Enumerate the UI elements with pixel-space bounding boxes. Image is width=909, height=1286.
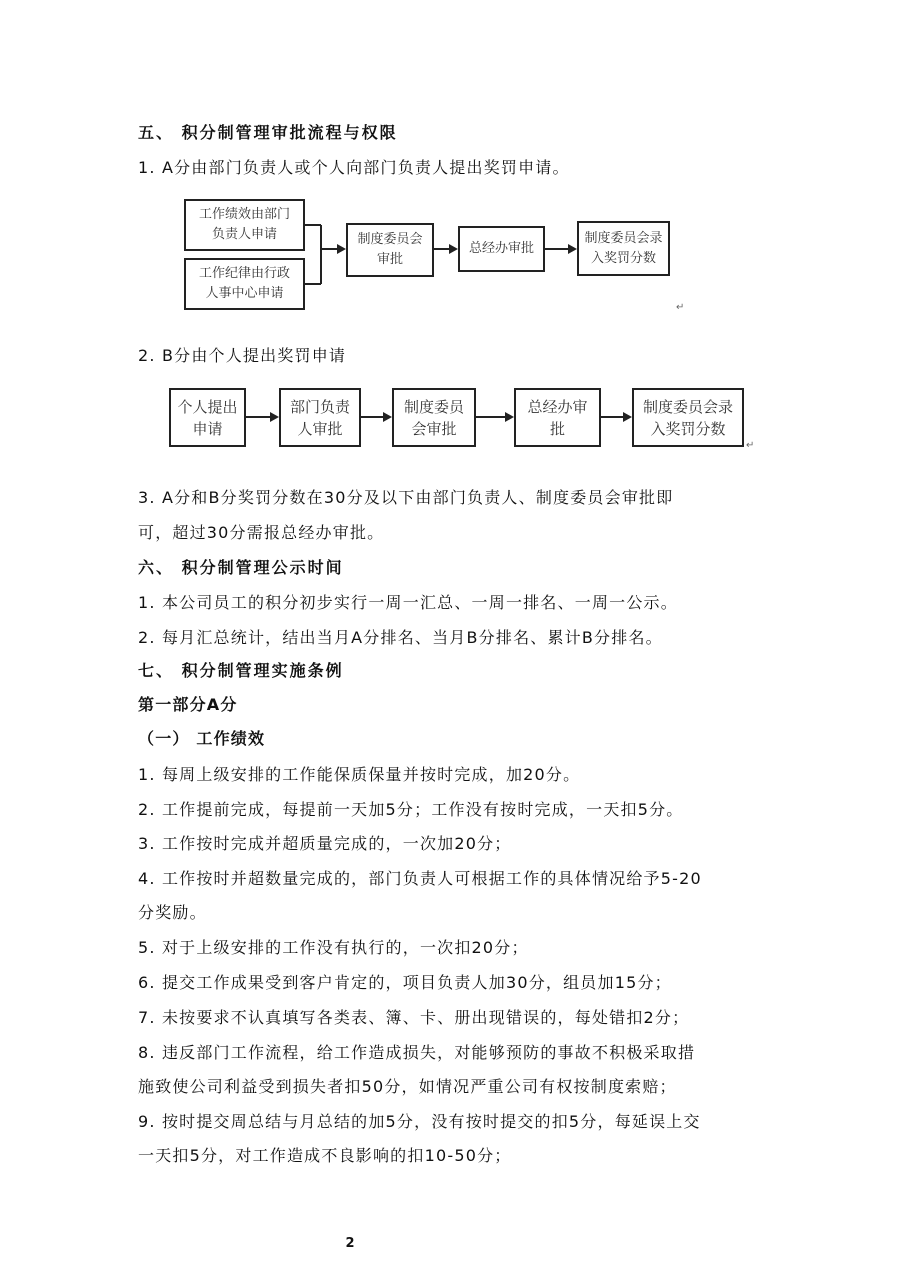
list-item-continuation: 一天扣5分，对工作造成不良影响的扣10-50分；: [138, 1146, 512, 1165]
list-item: 3. 工作按时完成并超质量完成的，一次加20分；: [138, 834, 512, 853]
list-item: 2. 工作提前完成，每提前一天加5分；工作没有按时完成，一天扣5分。: [138, 800, 684, 819]
list-item-continuation: 分奖励。: [138, 903, 207, 922]
flow-box-performance-apply: 工作绩效由部门 负责人申请: [184, 199, 305, 251]
paragraph-5-1: 1. A分由部门负责人或个人向部门负责人提出奖罚申请。: [138, 158, 570, 177]
paragraph-5-2: 2. B分由个人提出奖罚申请: [138, 346, 347, 365]
list-item: 9. 按时提交周总结与月总结的加5分，没有按时提交的扣5分，每延误上交: [138, 1112, 701, 1131]
paragraph-5-3-line2: 可，超过30分需报总经办审批。: [138, 523, 385, 542]
list-item: 5. 对于上级安排的工作没有执行的，一次扣20分；: [138, 938, 529, 957]
subsection-heading-performance: （一） 工作绩效: [138, 729, 266, 748]
paragraph-6-1: 1. 本公司员工的积分初步实行一周一汇总、一周一排名、一周一公示。: [138, 593, 678, 612]
flow-box-gm-approve: 总经办审批: [458, 226, 545, 272]
flow-box-individual-apply: 个人提出 申请: [169, 388, 246, 447]
paragraph-mark: ↵: [676, 302, 685, 313]
flow-box-committee-approve: 制度委员会 审批: [346, 223, 434, 277]
paragraph-mark: ↵: [746, 440, 755, 451]
section-heading-6: 六、 积分制管理公示时间: [138, 558, 344, 577]
section-heading-5: 五、 积分制管理审批流程与权限: [138, 123, 398, 142]
flow-box-committee-approve-b: 制度委员 会审批: [392, 388, 476, 447]
list-item: 8. 违反部门工作流程，给工作造成损失，对能够预防的事故不积极采取措: [138, 1043, 696, 1062]
flow-box-gm-approve-b: 总经办审 批: [514, 388, 601, 447]
paragraph-5-3-line1: 3. A分和B分奖罚分数在30分及以下由部门负责人、制度委员会审批即: [138, 488, 674, 507]
list-item: 4. 工作按时并超数量完成的，部门负责人可根据工作的具体情况给予5-20: [138, 869, 702, 888]
list-item: 7. 未按要求不认真填写各类表、簿、卡、册出现错误的，每处错扣2分；: [138, 1008, 690, 1027]
list-item-continuation: 施致使公司利益受到损失者扣50分，如情况严重公司有权按制度索赔；: [138, 1077, 677, 1096]
list-item: 1. 每周上级安排的工作能保质保量并按时完成，加20分。: [138, 765, 581, 784]
flow-box-committee-record-b: 制度委员会录 入奖罚分数: [632, 388, 744, 447]
list-item: 6. 提交工作成果受到客户肯定的，项目负责人加30分，组员加15分；: [138, 973, 672, 992]
paragraph-6-2: 2. 每月汇总统计，结出当月A分排名、当月B分排名、累计B分排名。: [138, 628, 663, 647]
flow-box-committee-record: 制度委员会录 入奖罚分数: [577, 221, 670, 276]
part-heading-a: 第一部分A分: [138, 695, 238, 714]
flow-box-dept-head-approve: 部门负责 人审批: [279, 388, 361, 447]
flow-box-discipline-apply: 工作纪律由行政 人事中心申请: [184, 258, 305, 310]
section-heading-7: 七、 积分制管理实施条例: [138, 661, 344, 680]
page-number: 2: [345, 1236, 355, 1251]
